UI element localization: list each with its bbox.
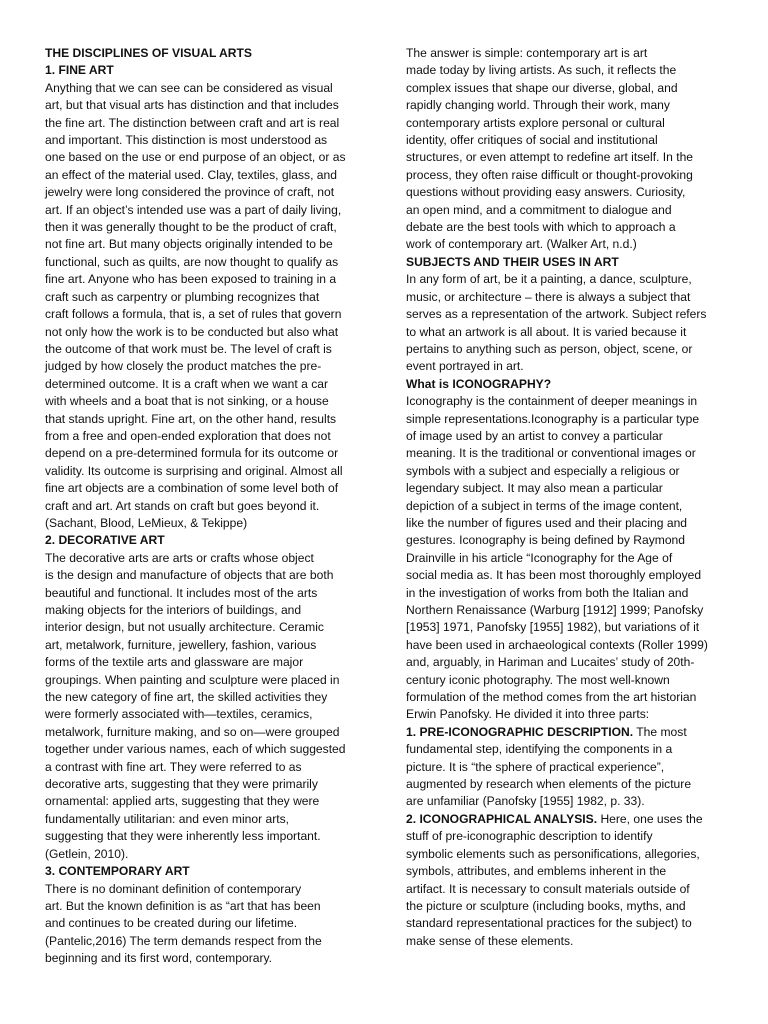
text-line: serves as a representation of the artwork. Subject refers	[406, 307, 707, 322]
text-line: the picture or sculpture (including books, myths, and	[406, 898, 686, 913]
text-line: symbols, attributes, and emblems inherent in the	[406, 864, 667, 879]
section-heading: 3. CONTEMPORARY ART	[45, 864, 190, 879]
text-line: structures, or even attempt to redefine art itself. In the	[406, 150, 694, 165]
section-heading: THE DISCIPLINES OF VISUAL ARTS	[45, 46, 252, 60]
text-line: rapidly changing world. Through their work, many	[406, 98, 670, 113]
text-line: augmented by research when elements of the picture	[406, 777, 692, 792]
left-column	[45, 45, 363, 968]
text-line: complex issues that shape our diverse, global, and	[406, 80, 678, 95]
section-heading: What is ICONOGRAPHY?	[406, 376, 552, 391]
text-line: symbolic elements such as personifications, allegories,	[406, 846, 700, 861]
text-line: make sense of these elements.	[406, 933, 574, 948]
text-span: Here, one uses the	[597, 811, 703, 826]
text-line: jewelry were long considered the province of craft, not	[45, 185, 335, 200]
text-line: one based on the use or end purpose of an object, or as	[45, 150, 346, 165]
text-line: identity, offer critiques of social and institutional	[406, 133, 658, 148]
text-line: have been used in archaeological contexts (Roller 1999)	[406, 637, 708, 652]
text-line: pertains to anything such as person, object, scene, or	[406, 341, 693, 356]
text-line: are unfamiliar (Panofsky [1955] 1982, p. 33).	[406, 794, 645, 809]
text-line: craft and art. Art stands on craft but goes beyond it.	[45, 498, 320, 513]
text-line: art, metalwork, furniture, jewellery, fashion, various	[45, 637, 317, 652]
text-line: decorative arts, suggesting that they were primarily	[45, 777, 318, 792]
text-line: depend on a pre-determined formula for its outcome or	[45, 446, 339, 461]
text-line: questions without providing easy answers. Curiosity,	[406, 185, 686, 200]
text-line: and continues to be created during our lifetime.	[45, 916, 298, 931]
text-line: formulation of the method comes from the art historian	[406, 690, 697, 705]
text-line: then it was generally thought to be the product of craft,	[45, 220, 337, 235]
text-line: Iconography is the containment of deeper meanings in	[406, 394, 698, 409]
text-line: depiction of a subject in terms of the image content,	[406, 498, 683, 513]
text-line: debate are the best tools with which to approach a	[406, 220, 676, 235]
text-line: groupings. When painting and sculpture were placed in	[45, 672, 340, 687]
text-line: meaning. It is the traditional or conventional images or	[406, 446, 696, 461]
section-heading: 1. FINE ART	[45, 63, 114, 78]
text-line: [1953] 1971, Panofsky [1955] 1982), but variations of it	[406, 620, 700, 635]
text-line: the new category of fine art, the skilled activities they	[45, 690, 328, 705]
text-line: not only how the work is to be conducted but also what	[45, 324, 339, 339]
text-line: event portrayed in art.	[406, 359, 524, 374]
text-line: There is no dominant definition of contemporary	[45, 881, 302, 896]
subsection-lead: 1. PRE-ICONOGRAPHIC DESCRIPTION.	[406, 724, 634, 739]
text-line: fundamental step, identifying the components in a	[406, 742, 673, 757]
text-line: century iconic photography. The most well-known	[406, 672, 670, 687]
text-line: art. If an object’s intended use was a part of daily living,	[45, 202, 342, 217]
text-line: gestures. Iconography is being defined by Raymond	[406, 533, 686, 548]
text-line: social media as. It has been most thoroughly employed	[406, 568, 702, 583]
text-line: the outcome of that work must be. The level of craft is	[45, 341, 332, 356]
text-line: Anything that we can see can be considered as visual	[45, 80, 333, 95]
text-line: an open mind, and a commitment to dialogue and	[406, 202, 672, 217]
text-line: fine art objects are a combination of some level both of	[45, 481, 339, 496]
text-line: together under various names, each of which suggested	[45, 742, 346, 757]
text-line: forms of the textile arts and glassware are major	[45, 655, 304, 670]
text-line: not fine art. But many objects originally intended to be	[45, 237, 333, 252]
text-line: (Getlein, 2010).	[45, 846, 129, 861]
text-span: The most	[633, 724, 687, 739]
text-line: functional, such as quilts, are now thought to qualify as	[45, 254, 339, 269]
section-heading: SUBJECTS AND THEIR USES IN ART	[406, 254, 619, 269]
text-line: suggesting that they were inherently less important.	[45, 829, 321, 844]
text-line: of image used by an artist to convey a particular	[406, 428, 663, 443]
text-line: fundamentally utilitarian: and even minor arts,	[45, 811, 290, 826]
subsection-lead: 2. ICONOGRAPHICAL ANALYSIS.	[406, 811, 598, 826]
text-line: that stands upright. Fine art, on the other hand, results	[45, 411, 337, 426]
section-heading: 2. DECORATIVE ART	[45, 533, 165, 548]
text-line: art. But the known definition is as “art that has been	[45, 898, 321, 913]
text-line: (Pantelic,2016) The term demands respect from the	[45, 933, 322, 948]
text-line: symbols with a subject and especially a religious or	[406, 463, 680, 478]
text-line: were formerly associated with—textiles, ceramics,	[45, 707, 313, 722]
text-line: fine art. Anyone who has been exposed to training in a	[45, 272, 337, 287]
text-line: validity. Its outcome is surprising and original. Almost all	[45, 463, 343, 478]
text-line: ornamental: applied arts, suggesting that they were	[45, 794, 320, 809]
text-line: music, or architecture – there is always a subject that	[406, 289, 691, 304]
text-line: beautiful and functional. It includes most of the arts	[45, 585, 318, 600]
text-line: Northern Renaissance (Warburg [1912] 1999; Panofsky	[406, 603, 704, 617]
text-line: simple representations.Iconography is a particular type	[406, 411, 700, 426]
text-line: an effect of the material used. Clay, textiles, glass, and	[45, 167, 337, 182]
text-line: interior design, but not usually architecture. Ceramic	[45, 620, 324, 635]
text-line-with-lead	[406, 724, 718, 741]
text-line: making objects for the interiors of buildings, and	[45, 603, 302, 617]
text-line: craft such as carpentry or plumbing recognizes that	[45, 289, 320, 304]
text-line: and important. This distinction is most understood as	[45, 133, 328, 148]
text-line: artifact. It is necessary to consult materials outside of	[406, 881, 690, 896]
text-line: (Sachant, Blood, LeMieux, & Tekippe)	[45, 515, 248, 530]
text-line: The decorative arts are arts or crafts whose object	[45, 550, 314, 565]
text-line: in the investigation of works from both the Italian and	[406, 585, 689, 600]
text-line: made today by living artists. As such, it reflects the	[406, 63, 677, 78]
text-line-with-lead	[406, 811, 718, 828]
text-line: Drainville in his article “Iconography for the Age of	[406, 550, 673, 565]
text-line: judged by how closely the product matches the pre-	[45, 359, 322, 374]
text-line: is the design and manufacture of objects that are both	[45, 568, 334, 583]
text-line: standard representational practices for the subject) to	[406, 916, 692, 931]
text-line: to what an artwork is all about. It is varied because it	[406, 324, 687, 339]
text-line: The answer is simple: contemporary art is art	[406, 46, 648, 60]
text-line: metalwork, furniture making, and so on—were grouped	[45, 724, 340, 739]
text-line: stuff of pre-iconographic description to identify	[406, 829, 653, 844]
text-line: the fine art. The distinction between craft and art is real	[45, 115, 340, 130]
text-line: from a free and open-ended exploration that does not	[45, 428, 331, 443]
text-line: contemporary artists explore personal or cultural	[406, 115, 665, 130]
text-line: Erwin Panofsky. He divided it into three parts:	[406, 707, 650, 722]
text-line: a contrast with fine art. They were referred to as	[45, 759, 302, 774]
text-line: beginning and its first word, contemporary.	[45, 951, 272, 966]
text-line: process, they often raise difficult or thought-provoking	[406, 167, 693, 182]
text-line: legendary subject. It may also mean a particular	[406, 481, 663, 496]
text-line: picture. It is “the sphere of practical experience”,	[406, 759, 665, 774]
right-column	[406, 45, 718, 950]
text-line: art, but that visual arts has distinction and that includes	[45, 98, 339, 113]
text-line: like the number of figures used and their placing and	[406, 515, 688, 530]
text-line: with wheels and a boat that is not sinking, or a house	[45, 394, 329, 409]
text-line: craft follows a formula, that is, a set of rules that govern	[45, 307, 342, 322]
text-line: work of contemporary art. (Walker Art, n.d.)	[406, 237, 637, 252]
text-line: determined outcome. It is a craft when we want a car	[45, 376, 328, 391]
text-line: In any form of art, be it a painting, a dance, sculpture,	[406, 272, 692, 287]
text-line: and, arguably, in Hariman and Lucaites’ study of 20th-	[406, 655, 695, 670]
